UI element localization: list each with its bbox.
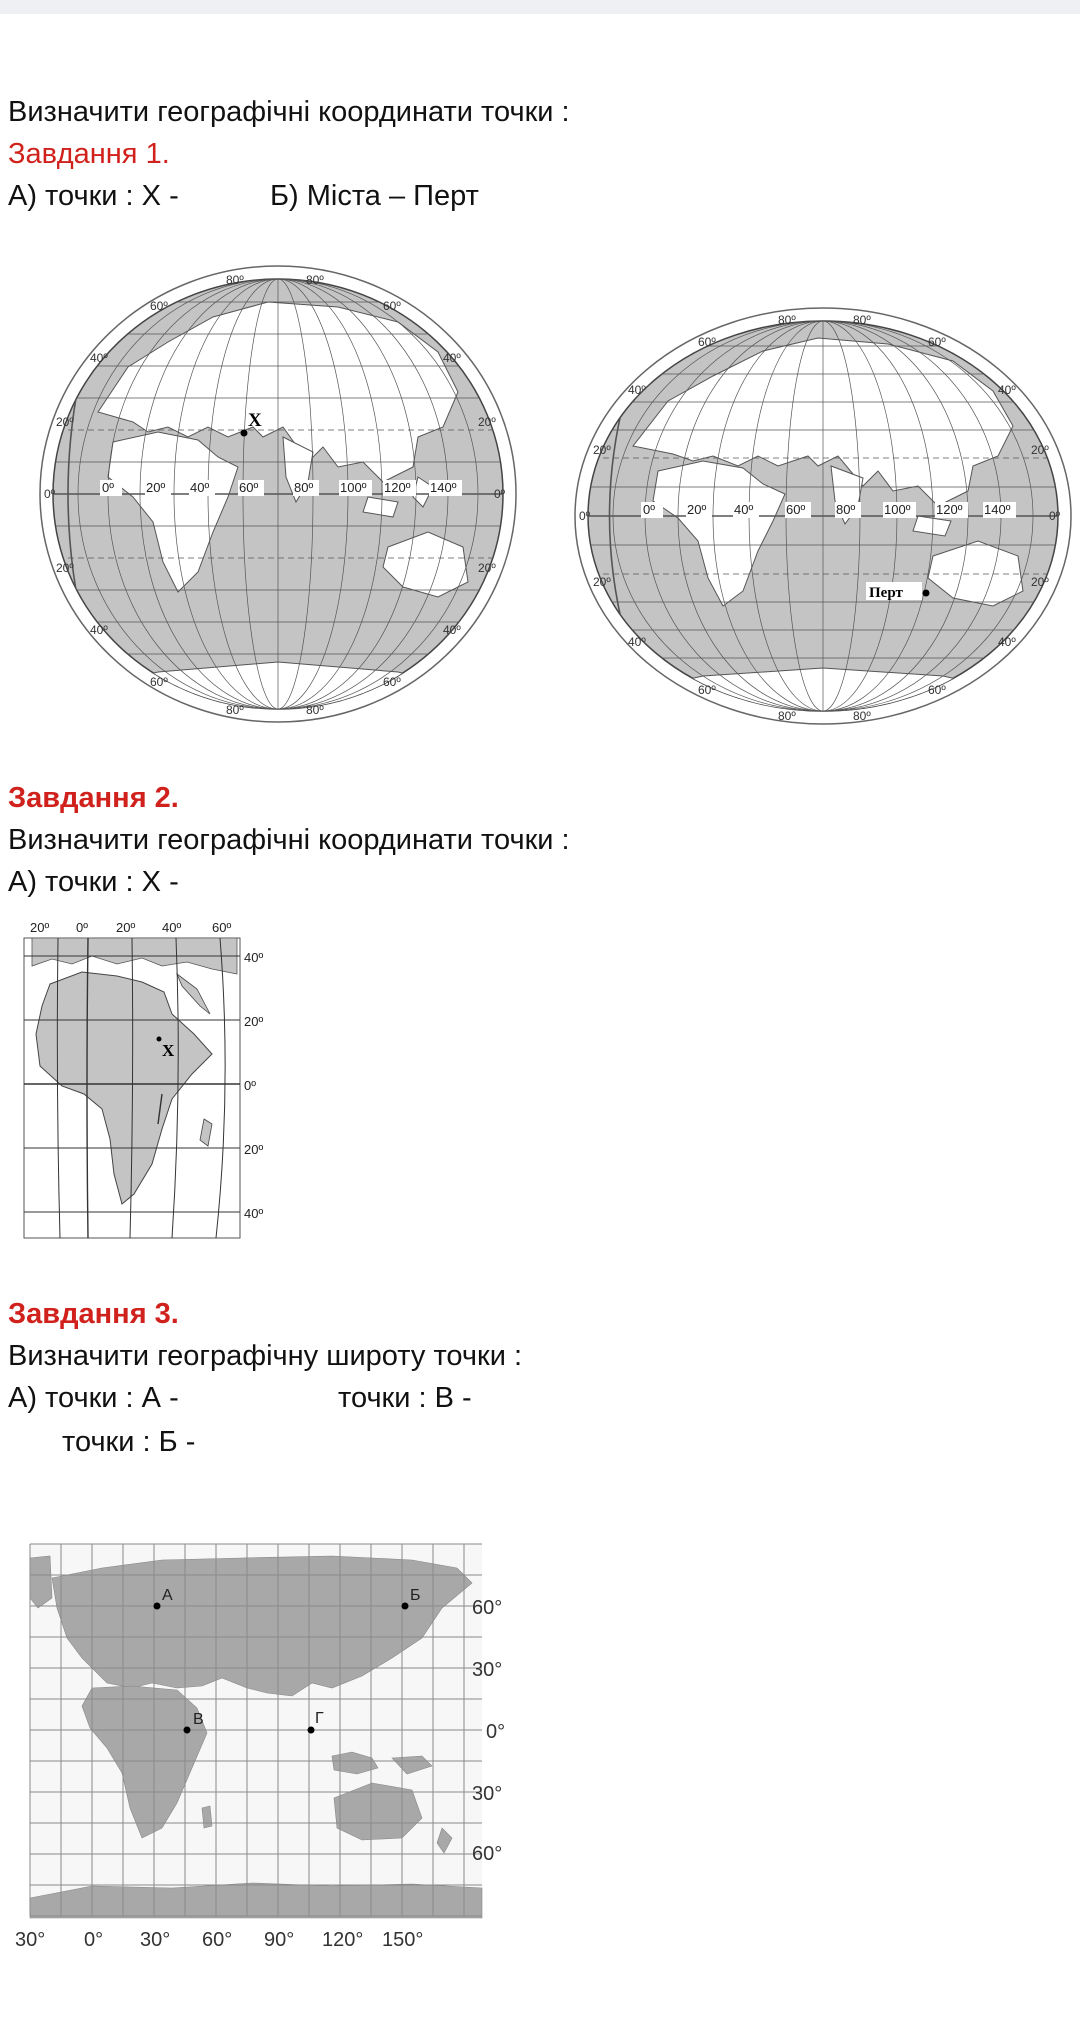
world-grid-map [12,1538,532,1958]
task1-title: Завдання 1. [8,138,170,170]
g2-equator-label: 0º [643,502,655,517]
g2-equator-label: 100º [884,502,911,517]
g1-rim-label: 40º [443,623,461,637]
globe-1-map [38,262,518,732]
g2-rim-label: 20º [1031,575,1049,589]
africa-top-label: 40º [162,920,182,935]
g1-equator-label: 0º [102,480,114,495]
g1-equator-label: 40º [190,480,210,495]
g2-rim-label: 60º [698,683,716,697]
task2-title: Завдання 2. [8,782,179,814]
g2-rim-label: 80º [778,313,796,327]
world-right-label: 30° [472,1659,503,1681]
point-b-label: Б [410,1587,421,1604]
g2-equator-label: 140º [984,502,1011,517]
g1-rim-label: 80º [306,703,324,717]
g1-rim-label: 20º [56,415,74,429]
world-bottom-label: 150° [382,1929,424,1951]
g2-equator-label: 20º [687,502,707,517]
g1-rim-label: 0º [494,487,506,501]
africa-top-label: 20º [30,920,50,935]
g2-rim-label: 80º [853,313,871,327]
g1-rim-label: 60º [383,675,401,689]
point-perth-label: Перт [869,585,903,601]
task3-item-v: точки : В - [338,1382,472,1414]
africa-top-label: 60º [212,920,232,935]
g2-rim-label: 0º [579,509,591,523]
g1-rim-label: 80º [226,273,244,287]
task1-intro: Визначити географічні координати точки : [8,96,570,128]
world-bottom-label: 120° [322,1929,364,1951]
g2-rim-label: 0º [1049,509,1061,523]
task3-title: Завдання 3. [8,1298,179,1330]
point-v-label: В [193,1711,204,1728]
g2-rim-label: 60º [928,683,946,697]
task1-item-a: А) точки : Х - [8,180,179,212]
g1-equator-label: 20º [146,480,166,495]
task1-item-b: Б) Міста – Перт [270,180,479,212]
g2-equator-label: 60º [786,502,806,517]
africa-map [22,914,282,1240]
g1-equator-label: 140º [430,480,457,495]
g1-rim-label: 40º [443,351,461,365]
point-a-marker [154,1603,161,1610]
g2-rim-label: 40º [998,635,1016,649]
world-bottom-label: 30° [15,1929,46,1951]
world-right-label: 0° [486,1721,506,1743]
world-bottom-label: 0° [84,1929,104,1951]
world-right-label: 60° [472,1597,503,1619]
world-right-label: 60° [472,1843,503,1865]
top-bar [0,0,1080,14]
globe-2-map [573,306,1073,731]
africa-right-label: 20º [244,1014,264,1029]
g1-rim-label: 20º [478,415,496,429]
g1-rim-label: 0º [44,487,56,501]
point-v-marker [184,1727,191,1734]
g1-rim-label: 60º [150,299,168,313]
g1-equator-label: 120º [384,480,411,495]
point-b-marker [402,1603,409,1610]
g2-rim-label: 60º [698,335,716,349]
task2-intro: Визначити географічні координати точки : [8,824,570,856]
world-right-label: 30° [472,1783,503,1805]
g1-equator-label: 60º [239,480,259,495]
g1-rim-label: 80º [226,703,244,717]
point-x-marker [241,430,248,437]
g2-rim-label: 40º [628,383,646,397]
task3-intro: Визначити географічну широту точки : [8,1340,523,1372]
world-bottom-label: 30° [140,1929,171,1951]
point-a-label: А [162,1587,173,1604]
g2-rim-label: 40º [998,383,1016,397]
g2-rim-label: 80º [853,709,871,723]
africa-right-label: 20º [244,1142,264,1157]
task2-item-a: А) точки : Х - [8,866,179,898]
g2-equator-label: 120º [936,502,963,517]
africa-right-label: 40º [244,950,264,965]
task3-item-b: точки : Б - [62,1426,196,1458]
g2-rim-label: 80º [778,709,796,723]
point-g-label: Г [315,1710,324,1727]
africa-top-label: 20º [116,920,136,935]
africa-top-label: 0º [76,920,88,935]
africa-right-label: 40º [244,1206,264,1221]
g2-rim-label: 20º [1031,443,1049,457]
point-x-label: X [248,410,262,431]
g1-rim-label: 80º [306,273,324,287]
g1-rim-label: 60º [150,675,168,689]
g1-rim-label: 20º [56,561,74,575]
africa-point-x-marker [157,1037,162,1042]
g2-rim-label: 60º [928,335,946,349]
g1-equator-label: 100º [340,480,367,495]
africa-point-x-label: X [162,1041,175,1060]
g1-equator-label: 80º [294,480,314,495]
g2-equator-label: 80º [836,502,856,517]
africa-right-label: 0º [244,1078,256,1093]
g1-rim-label: 40º [90,351,108,365]
g2-rim-label: 20º [593,575,611,589]
g2-rim-label: 20º [593,443,611,457]
g2-rim-label: 40º [628,635,646,649]
point-g-marker [308,1727,315,1734]
g1-rim-label: 20º [478,561,496,575]
task3-item-a: А) точки : А - [8,1382,179,1414]
world-bottom-label: 90° [264,1929,295,1951]
g2-equator-label: 40º [734,502,754,517]
g1-rim-label: 40º [90,623,108,637]
point-perth-marker [923,590,930,597]
g1-rim-label: 60º [383,299,401,313]
world-bottom-label: 60° [202,1929,233,1951]
